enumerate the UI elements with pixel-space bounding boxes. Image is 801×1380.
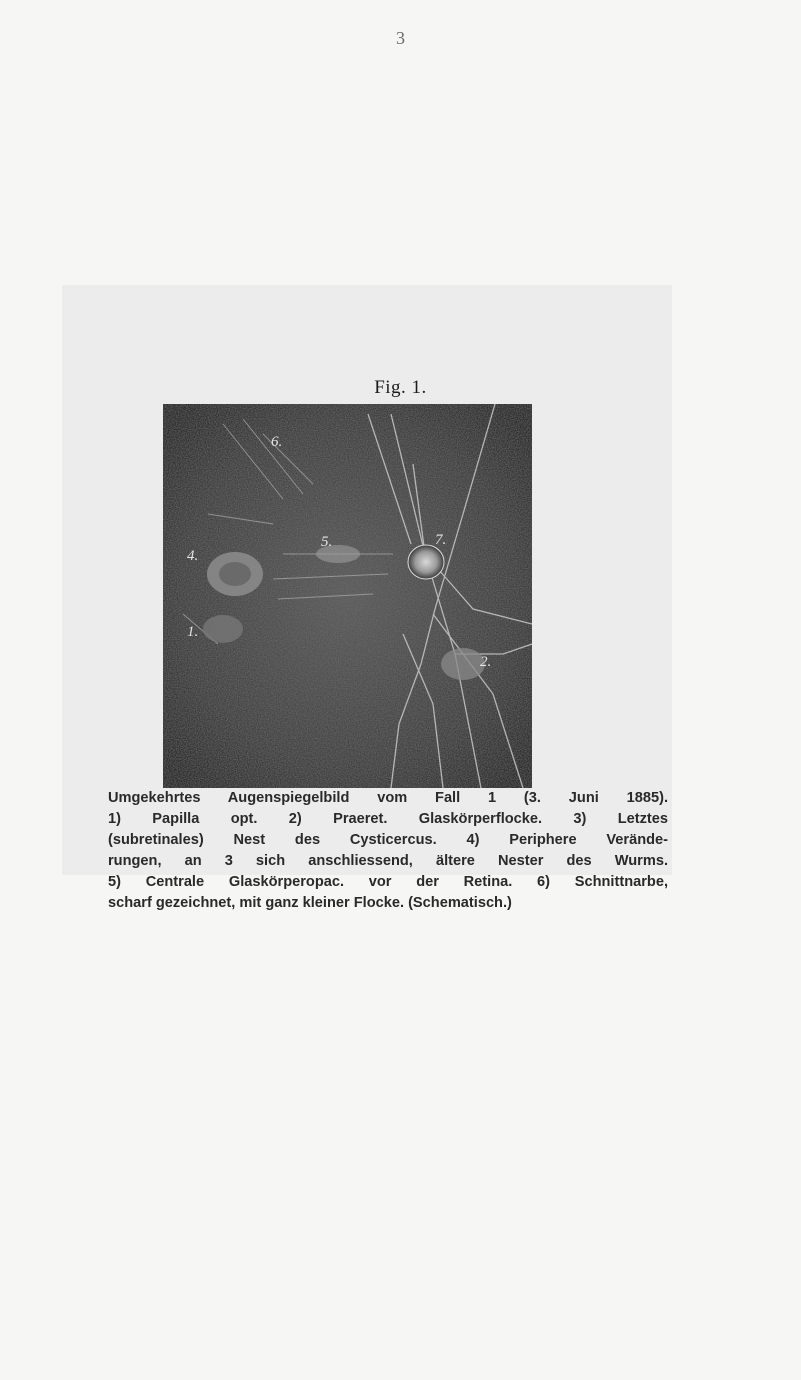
caption-line-5: 5) Centrale Glaskörperopac. vor der Retina. 6) Schnittnarbe, xyxy=(108,874,668,890)
fundus-figure-svg xyxy=(163,404,532,788)
figure-caption xyxy=(108,788,668,914)
caption-line-6: scharf gezeichnet, mit ganz kleiner Flocke. (Schematisch.) xyxy=(108,895,512,911)
figure-label: Fig. 1. xyxy=(374,377,427,398)
fundus-figure xyxy=(163,404,532,788)
caption-line-1: Umgekehrtes Augenspiegelbild vom Fall 1 (3. Juni 1885). xyxy=(108,790,668,806)
marker-1: 1. xyxy=(187,624,199,640)
marker-2: 2. xyxy=(480,654,492,670)
papilla-optic-disc xyxy=(408,545,444,579)
caption-line-3: (subretinales) Nest des Cysticercus. 4) Periphere Verände- xyxy=(108,832,668,848)
marker-6: 6. xyxy=(271,434,283,450)
caption-line-2: 1) Papilla opt. 2) Praeret. Glaskörperflocke. 3) Letztes xyxy=(108,811,668,827)
marker-4: 4. xyxy=(187,548,199,564)
page-number: 3 xyxy=(396,28,405,48)
caption-line-4: rungen, an 3 sich anschliessend, ältere Nester des Wurms. xyxy=(108,853,668,869)
fundus-grain-texture xyxy=(163,404,532,788)
marker-7: 7. xyxy=(435,532,447,548)
marker-5: 5. xyxy=(321,534,333,550)
